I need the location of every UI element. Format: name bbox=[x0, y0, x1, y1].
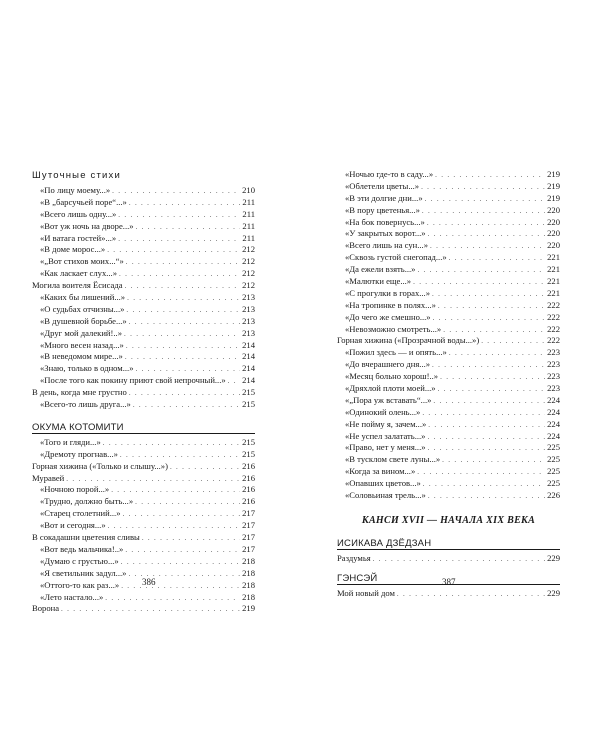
toc-entry-page: 215 bbox=[242, 436, 255, 447]
toc-entry bbox=[337, 371, 560, 383]
toc-entry-page: 215 bbox=[242, 399, 255, 410]
toc-entry-page: 220 bbox=[547, 240, 560, 251]
toc-entry-title: «В пору цветенья...» bbox=[345, 204, 420, 215]
toc-entry bbox=[337, 181, 560, 193]
toc-entry-page: 212 bbox=[242, 256, 255, 267]
toc-entry bbox=[337, 335, 560, 347]
dot-leader bbox=[124, 329, 240, 341]
toc-entry bbox=[337, 169, 560, 181]
toc-entry bbox=[337, 431, 560, 443]
toc-entry-title: «О судьбах отчизны...» bbox=[40, 303, 125, 314]
dot-leader bbox=[133, 400, 240, 412]
toc-entry bbox=[32, 316, 255, 328]
toc-entry-title: Ворона bbox=[32, 603, 60, 614]
toc-entry-title: «На тропинке в полях...» bbox=[345, 299, 436, 310]
toc-entry bbox=[337, 252, 560, 264]
toc-entry bbox=[337, 407, 560, 419]
page-number-left: 386 bbox=[142, 577, 156, 587]
toc-entry-title: «Трудно, должно быть...» bbox=[40, 496, 134, 507]
toc-entry bbox=[337, 240, 560, 252]
toc-entry-page: 223 bbox=[547, 347, 560, 358]
toc-entry bbox=[337, 553, 560, 565]
toc-entry-title: «После того как покину приют свой непрочный...» bbox=[40, 375, 226, 386]
toc-entry-title: «Всего-то лишь друга...» bbox=[40, 399, 131, 410]
toc-entry bbox=[337, 324, 560, 336]
dot-leader bbox=[428, 491, 545, 503]
toc-entry-title: «И ватага гостей»...» bbox=[40, 232, 117, 243]
toc-entry-page: 223 bbox=[547, 383, 560, 394]
toc-entry-title: «Всего лишь одну...» bbox=[40, 208, 117, 219]
dot-leader bbox=[142, 533, 240, 545]
toc-entry-title: Горная хижина («Только и слышу...») bbox=[32, 460, 168, 471]
toc-entry-title: «Как ласкает слух...» bbox=[40, 268, 117, 279]
section-heading-gensei: ГЭНСЭЙ bbox=[337, 572, 560, 585]
toc-entry-page: 216 bbox=[242, 472, 255, 483]
toc-entry-page: 225 bbox=[547, 466, 560, 477]
dot-leader bbox=[435, 170, 545, 182]
toc-entry-title: «Каких бы лишений...» bbox=[40, 292, 126, 303]
toc-entry-page: 211 bbox=[242, 220, 255, 231]
toc-entry-title: «Ночною порой...» bbox=[40, 484, 110, 495]
toc-entry-page: 220 bbox=[547, 216, 560, 227]
toc-entry bbox=[337, 454, 560, 466]
toc-entry-page: 211 bbox=[242, 196, 255, 207]
dot-leader bbox=[417, 467, 545, 479]
toc-entry-page: 216 bbox=[242, 496, 255, 507]
toc-entry bbox=[32, 268, 255, 280]
section-heading-joke-poems: Шуточные стихи bbox=[32, 170, 121, 181]
toc-entry-title: «Малютки еще...» bbox=[345, 276, 412, 287]
toc-list-joke-poems bbox=[32, 185, 255, 411]
toc-entry-title: «В душевной борьбе...» bbox=[40, 315, 127, 326]
toc-entry-page: 219 bbox=[242, 603, 255, 614]
toc-entry bbox=[32, 532, 255, 544]
dot-leader bbox=[428, 229, 546, 241]
toc-entry bbox=[337, 395, 560, 407]
dot-leader bbox=[449, 348, 545, 360]
dot-leader bbox=[125, 352, 240, 364]
toc-entry bbox=[337, 478, 560, 490]
dot-leader bbox=[417, 265, 545, 277]
dot-leader bbox=[428, 420, 545, 432]
toc-entry-page: 221 bbox=[547, 264, 560, 275]
dot-leader bbox=[118, 234, 240, 246]
toc-entry bbox=[32, 363, 255, 375]
toc-entry-title: «Вот и сегодня...» bbox=[40, 520, 106, 531]
toc-entry bbox=[32, 375, 255, 387]
toc-entry-page: 217 bbox=[242, 543, 255, 554]
toc-entry bbox=[337, 205, 560, 217]
toc-entry-page: 216 bbox=[242, 484, 255, 495]
toc-entry-title: «До вчерашнего дня...» bbox=[345, 359, 431, 370]
toc-entry-title: Раздумья bbox=[337, 552, 371, 563]
toc-entry-page: 222 bbox=[547, 323, 560, 334]
toc-entry-title: «„Пора уж вставать“...» bbox=[345, 394, 432, 405]
toc-entry-page: 214 bbox=[242, 363, 255, 374]
toc-entry bbox=[32, 280, 255, 292]
toc-entry bbox=[32, 520, 255, 532]
toc-entry-page: 213 bbox=[242, 292, 255, 303]
toc-entry-page: 218 bbox=[242, 579, 255, 590]
dot-leader bbox=[107, 245, 240, 257]
toc-entry-page: 215 bbox=[242, 387, 255, 398]
dot-leader bbox=[421, 182, 545, 194]
dot-leader bbox=[433, 396, 545, 408]
dot-leader bbox=[423, 479, 545, 491]
toc-entry bbox=[337, 419, 560, 431]
toc-entry-title: В сокадашни цветения сливы bbox=[32, 532, 140, 543]
toc-entry bbox=[337, 347, 560, 359]
toc-entry-title: «Всего лишь на сун...» bbox=[345, 240, 428, 251]
dot-leader bbox=[433, 313, 546, 325]
toc-entry-title: В день, когда мне грустно bbox=[32, 387, 127, 398]
toc-entry bbox=[32, 508, 255, 520]
toc-entry-title: «Одинокий олень...» bbox=[345, 406, 421, 417]
toc-entry-page: 229 bbox=[547, 552, 560, 563]
dot-leader bbox=[481, 336, 545, 348]
toc-entry bbox=[32, 221, 255, 233]
dot-leader bbox=[438, 301, 545, 313]
dot-leader bbox=[136, 222, 241, 234]
dot-leader bbox=[373, 554, 545, 566]
toc-entry-title: «Лето настало...» bbox=[40, 591, 104, 602]
toc-entry-page: 212 bbox=[242, 280, 255, 291]
dot-leader bbox=[127, 293, 240, 305]
toc-entry-title: «У закрытых ворот...» bbox=[345, 228, 426, 239]
toc-entry bbox=[337, 312, 560, 324]
toc-entry-title: «Старец столетний...» bbox=[40, 508, 121, 519]
toc-entry bbox=[337, 217, 560, 229]
section-heading-ishikawa-jozan: ИСИКАВА ДЗЁДЗАН bbox=[337, 537, 560, 550]
toc-entry-page: 217 bbox=[242, 508, 255, 519]
toc-entry bbox=[32, 244, 255, 256]
dot-leader bbox=[119, 269, 240, 281]
toc-list-ishikawa-jozan bbox=[337, 553, 560, 565]
toc-entry-page: 213 bbox=[242, 303, 255, 314]
toc-entry-title: «С прогулки в горах...» bbox=[345, 287, 430, 298]
toc-entry-page: 229 bbox=[547, 587, 560, 598]
toc-entry-title: «Оттого-то как раз...» bbox=[40, 579, 120, 590]
toc-entry bbox=[32, 484, 255, 496]
toc-entry-page: 226 bbox=[547, 490, 560, 501]
toc-entry-page: 216 bbox=[242, 460, 255, 471]
toc-entry-page: 219 bbox=[547, 180, 560, 191]
toc-entry-page: 218 bbox=[242, 567, 255, 578]
toc-entry-title: «В эти долгие дни...» bbox=[345, 192, 423, 203]
dot-leader bbox=[430, 241, 545, 253]
toc-entry-page: 211 bbox=[242, 208, 255, 219]
toc-entry bbox=[32, 544, 255, 556]
toc-entry-page: 222 bbox=[547, 311, 560, 322]
toc-entry bbox=[32, 304, 255, 316]
toc-entry-title: Мой новый дом bbox=[337, 587, 395, 598]
toc-entry-title: «Облетели цветы...» bbox=[345, 180, 420, 191]
dot-leader bbox=[125, 281, 241, 293]
dot-leader bbox=[129, 317, 240, 329]
toc-entry-page: 219 bbox=[547, 192, 560, 203]
toc-entry-title: «Невозможно смотреть...» bbox=[345, 323, 442, 334]
toc-entry-title: «Вот уж ночь на дворе...» bbox=[40, 220, 134, 231]
toc-entry-page: 225 bbox=[547, 454, 560, 465]
toc-entry bbox=[32, 185, 255, 197]
toc-entry bbox=[32, 340, 255, 352]
dot-leader bbox=[129, 388, 240, 400]
dot-leader bbox=[126, 257, 240, 269]
toc-entry-title: «Думаю с грустью...» bbox=[40, 555, 119, 566]
toc-entry-page: 224 bbox=[547, 430, 560, 441]
toc-entry-title: «Да ежели взять...» bbox=[345, 264, 416, 275]
toc-entry-page: 223 bbox=[547, 371, 560, 382]
toc-entry-page: 224 bbox=[547, 394, 560, 405]
toc-entry-page: 213 bbox=[242, 327, 255, 338]
dot-leader bbox=[449, 253, 545, 265]
toc-entry-page: 220 bbox=[547, 228, 560, 239]
dot-leader bbox=[121, 581, 240, 593]
toc-entry-page: 221 bbox=[547, 252, 560, 263]
toc-entry bbox=[32, 437, 255, 449]
toc-entry-title: «„Вот стихов моих...“» bbox=[40, 256, 124, 267]
toc-entry bbox=[337, 193, 560, 205]
toc-entry-page: 210 bbox=[242, 185, 255, 195]
dot-leader bbox=[61, 604, 240, 616]
toc-entry bbox=[32, 256, 255, 268]
toc-entry-page: 218 bbox=[242, 555, 255, 566]
dot-leader bbox=[126, 341, 240, 353]
toc-entry-page: 220 bbox=[547, 204, 560, 215]
toc-entry bbox=[337, 490, 560, 502]
toc-entry bbox=[337, 228, 560, 240]
toc-entry-title: Могила воителя Ёсисада bbox=[32, 280, 123, 291]
toc-entry-page: 211 bbox=[242, 232, 255, 243]
left-page bbox=[32, 169, 255, 615]
toc-entry-page: 223 bbox=[547, 359, 560, 370]
dot-leader bbox=[438, 384, 546, 396]
toc-entry-page: 222 bbox=[547, 299, 560, 310]
dot-leader bbox=[397, 589, 545, 601]
dot-leader bbox=[125, 545, 240, 557]
toc-entry-page: 214 bbox=[242, 375, 255, 386]
toc-entry-title: Горная хижина («Прозрачной воды...») bbox=[337, 335, 480, 346]
dot-leader bbox=[105, 593, 240, 605]
toc-entry bbox=[32, 197, 255, 209]
toc-entry-page: 217 bbox=[242, 520, 255, 531]
toc-entry bbox=[32, 461, 255, 473]
toc-list-okuma-kotomichi bbox=[32, 437, 255, 615]
toc-entry bbox=[32, 603, 255, 615]
toc-entry-title: «Вот ведь мальчика!..» bbox=[40, 543, 124, 554]
toc-entry bbox=[337, 466, 560, 478]
toc-entry-title: «Дряхлой плоти моей...» bbox=[345, 383, 436, 394]
right-page bbox=[337, 169, 560, 600]
toc-entry-page: 214 bbox=[242, 351, 255, 362]
toc-list-continued bbox=[337, 169, 560, 502]
toc-entry-title: «Пожил здесь — и опять...» bbox=[345, 347, 447, 358]
toc-entry-page: 224 bbox=[547, 406, 560, 417]
toc-list-gensei bbox=[337, 588, 560, 600]
dot-leader bbox=[170, 462, 240, 474]
toc-entry bbox=[32, 292, 255, 304]
dot-leader bbox=[428, 443, 546, 455]
toc-entry-title: «Того и гляди...» bbox=[40, 436, 101, 447]
toc-entry-title: «В тусклом свете луны...» bbox=[345, 454, 441, 465]
toc-entry bbox=[337, 276, 560, 288]
toc-entry-title: «Опавших цветов...» bbox=[345, 478, 421, 489]
toc-entry bbox=[337, 383, 560, 395]
toc-entry bbox=[32, 328, 255, 340]
dot-leader bbox=[413, 277, 545, 289]
dot-leader bbox=[228, 376, 240, 388]
toc-entry-title: «Когда за вином...» bbox=[345, 466, 416, 477]
toc-entry bbox=[32, 209, 255, 221]
toc-entry bbox=[32, 592, 255, 604]
toc-entry-page: 225 bbox=[547, 478, 560, 489]
dot-leader bbox=[425, 194, 545, 206]
page-number-right: 387 bbox=[442, 577, 456, 587]
toc-entry-title: «Соловьиная трель...» bbox=[345, 490, 426, 501]
dot-leader bbox=[103, 438, 240, 450]
dot-leader bbox=[112, 186, 240, 198]
toc-entry-page: 224 bbox=[547, 418, 560, 429]
dot-leader bbox=[442, 455, 545, 467]
toc-entry-title: Муравей bbox=[32, 472, 65, 483]
toc-entry-page: 213 bbox=[242, 315, 255, 326]
toc-entry bbox=[337, 264, 560, 276]
toc-entry bbox=[32, 399, 255, 411]
toc-entry-title: «Ночью где-то в саду...» bbox=[345, 169, 434, 179]
toc-entry bbox=[337, 588, 560, 600]
toc-entry-page: 214 bbox=[242, 339, 255, 350]
toc-entry bbox=[32, 473, 255, 485]
toc-entry-page: 218 bbox=[242, 591, 255, 602]
toc-entry-page: 215 bbox=[242, 448, 255, 459]
toc-entry bbox=[337, 442, 560, 454]
toc-entry-title: «В доме морос...» bbox=[40, 244, 106, 255]
toc-entry-title: «В „барсучьей поре“...» bbox=[40, 196, 127, 207]
toc-entry-page: 221 bbox=[547, 287, 560, 298]
toc-entry-page: 221 bbox=[547, 276, 560, 287]
toc-entry bbox=[32, 387, 255, 399]
toc-entry-title: «Право, нет у меня...» bbox=[345, 442, 426, 453]
dot-leader bbox=[135, 497, 240, 509]
toc-entry-page: 212 bbox=[242, 268, 255, 279]
toc-entry-title: «По лицу моему...» bbox=[40, 185, 111, 195]
toc-entry-page: 225 bbox=[547, 442, 560, 453]
dot-leader bbox=[422, 408, 545, 420]
toc-entry bbox=[32, 351, 255, 363]
toc-entry bbox=[32, 449, 255, 461]
dot-leader bbox=[432, 289, 545, 301]
dot-leader bbox=[440, 372, 545, 384]
dot-leader bbox=[129, 198, 241, 210]
toc-entry-title: «Я светильник задул...» bbox=[40, 567, 127, 578]
dot-leader bbox=[123, 509, 241, 521]
toc-entry-title: «Не успел залатать...» bbox=[345, 430, 426, 441]
dot-leader bbox=[427, 432, 545, 444]
toc-entry-title: «До чего же смешно...» bbox=[345, 311, 431, 322]
dot-leader bbox=[121, 557, 240, 569]
dot-leader bbox=[126, 305, 240, 317]
toc-entry-title: «В неведомом мире...» bbox=[40, 351, 123, 362]
era-heading: КАНСИ XVII — НАЧАЛА XIX ВЕКА bbox=[361, 514, 536, 526]
dot-leader bbox=[422, 206, 545, 218]
toc-entry bbox=[337, 300, 560, 312]
dot-leader bbox=[432, 360, 545, 372]
toc-entry-title: «Много весен назад...» bbox=[40, 339, 124, 350]
toc-entry bbox=[337, 359, 560, 371]
toc-entry-title: «Месяц больно хорош!..» bbox=[345, 371, 439, 382]
toc-entry-title: «Дремоту прогнав...» bbox=[40, 448, 118, 459]
toc-entry-title: «Не пойму я, зачем...» bbox=[345, 418, 427, 429]
toc-entry bbox=[32, 496, 255, 508]
toc-entry-page: 212 bbox=[242, 244, 255, 255]
dot-leader bbox=[427, 218, 545, 230]
toc-entry-page: 219 bbox=[547, 169, 560, 179]
toc-entry-page: 222 bbox=[547, 335, 560, 346]
toc-entry-title: «Сквозь густой снегопад...» bbox=[345, 252, 447, 263]
dot-leader bbox=[118, 210, 240, 222]
toc-entry-title: «Друг мой далекий!..» bbox=[40, 327, 122, 338]
toc-entry bbox=[337, 288, 560, 300]
toc-entry bbox=[32, 556, 255, 568]
toc-entry-title: «Знаю, только в одном...» bbox=[40, 363, 134, 374]
toc-entry bbox=[32, 233, 255, 245]
toc-entry-title: «На бок повернусь...» bbox=[345, 216, 425, 227]
toc-entry-page: 217 bbox=[242, 532, 255, 543]
section-heading-okuma-kotomichi: ОКУМА КОТОМИТИ bbox=[32, 421, 255, 434]
